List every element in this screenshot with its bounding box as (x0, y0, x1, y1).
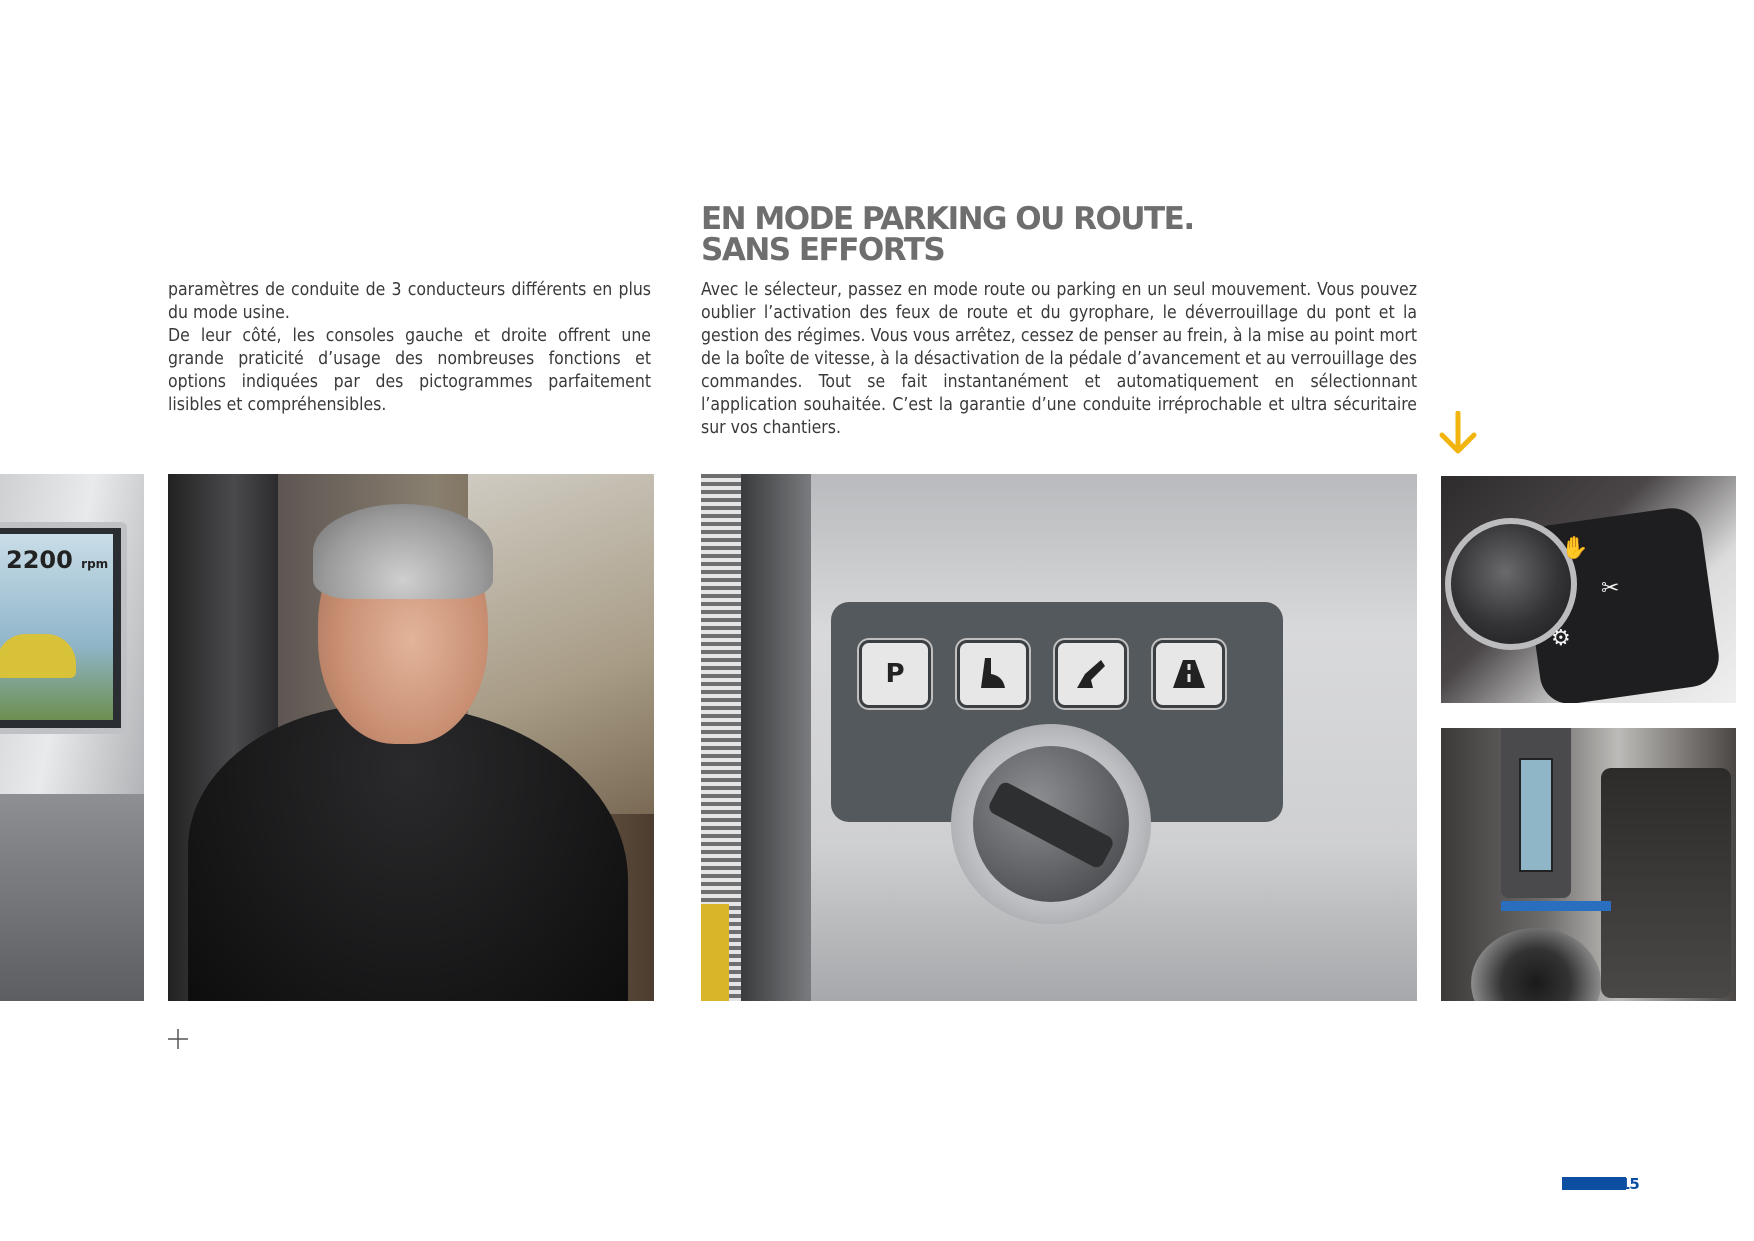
work-mode-icon (1055, 640, 1127, 708)
rpm-readout (6, 546, 108, 574)
gear-icon: ⚙ (1551, 626, 1571, 651)
pedal-icon (957, 640, 1029, 708)
section-paragraph: Avec le sélecteur, passez en mode route ou parking en un seul mouvement. Vous pouvez oublier l’activation des feux de route et du gyrophare, le déverrouillage du pont et la gestion des régimes. Vous vous arrêtez, cessez de penser au frein, à la mise au point mort de la boîte de vitesse, à la désactivation de la pédale d’avancement et au verrouillage des commandes. Tout se fait instantanément et automatiquement en sélectionnant l’application souhaitée. C’est la garantie d’une conduite irréprochable et ultra sécuritaire sur vos chantiers. (701, 280, 1417, 438)
hand-icon: ✋ (1561, 536, 1589, 561)
machine-graphic (0, 634, 76, 678)
driver-photo (168, 474, 654, 1001)
page-number (1562, 1175, 1639, 1192)
rpm-unit: rpm (81, 557, 109, 571)
page-number-bar (1562, 1177, 1626, 1190)
climate-panel-photo (1441, 728, 1736, 1001)
arrow-down-icon (1438, 411, 1478, 455)
left-paragraph-1: paramètres de conduite de 3 conducteurs différents en plus du mode usine. (168, 280, 651, 323)
parking-brake-icon: P (859, 640, 931, 708)
section-heading (701, 201, 1421, 268)
dashboard-screen-photo (0, 474, 144, 1001)
console-knob-photo (1441, 476, 1736, 703)
road-mode-icon (1153, 640, 1225, 708)
tool-icon: ✂ (1601, 576, 1620, 601)
plus-icon (166, 1027, 190, 1051)
section-body-text (701, 279, 1417, 440)
air-vent (1471, 928, 1601, 1001)
rpm-value: 2200 (6, 546, 73, 574)
heading-line-2: SANS EFFORTS (701, 232, 945, 268)
selector-photo (701, 474, 1417, 1001)
page-number-text: 15 (1620, 1174, 1639, 1193)
left-paragraph-2: De leur côté, les consoles gauche et droite offrent une grande praticité d’usage des nombreuses fonctions et options indiquées par des pictogrammes parfaitement lisibles et compréhensibles. (168, 326, 651, 415)
left-column-text (168, 279, 651, 417)
heading-line-1: EN MODE PARKING OU ROUTE. (701, 201, 1194, 237)
dashboard-display (0, 522, 127, 734)
